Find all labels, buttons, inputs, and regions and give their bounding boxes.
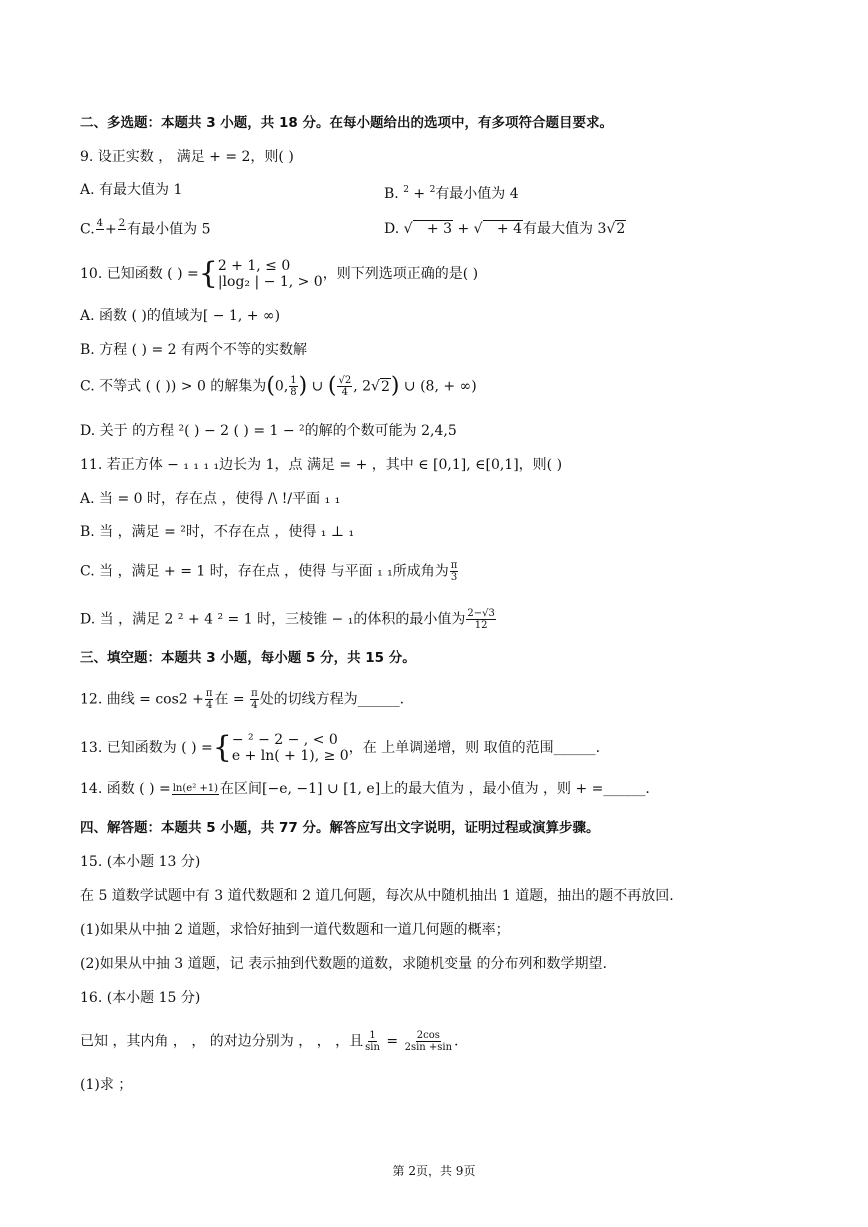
q9-c-text: 有最小值为 5 xyxy=(127,221,211,238)
q10-option-d: D. 关于 的方程 ²( ) − 2 ( ) = 1 − ²的解的个数可能为 2,4,5 xyxy=(80,423,457,439)
q12-mid: 在 = xyxy=(214,691,245,708)
q16-pre: 已知 ，其内角 ， ， 的对边分别为 ， ， ，且 xyxy=(80,1033,364,1050)
q10-option-a: A. 函数 ( )的值域为[ − 1, + ∞) xyxy=(80,308,281,324)
q11-c-pre: C. 当 ，满足 + = 1 时，存在点 ，使得 与平面 ₁ ₁所成角为 xyxy=(80,563,449,580)
q10-stem: 10. 已知函数 ( ) ={ 2 + 1, ≤ 0 |log₂ | − 1, > 0 ，则下列选项正确的是( ) xyxy=(80,256,479,291)
q11-d-pre: D. 当 ，满足 2 ² + 4 ² = 1 时，三棱锥 − ₁的体积的最小值为 xyxy=(80,611,466,628)
q10-post: ，则下列选项正确的是( ) xyxy=(322,266,479,282)
section-4-title: 四、解答题：本题共 5 小题，共 77 分。解答应写出文字说明，证明过程或演算步骤。 xyxy=(80,820,600,836)
q12-pre: 12. 曲线 = cos2 + xyxy=(80,691,204,708)
q14 xyxy=(80,780,650,798)
q11-option-c xyxy=(80,560,459,583)
q15-part2: (2)如果从中抽 3 道题，记 表示抽到代数题的道数，求随机变量 的分布列和数学期望. xyxy=(80,956,607,972)
q9-b-label: B. xyxy=(384,186,399,202)
q9-option-a: A. 有最大值为 1 xyxy=(80,182,183,198)
q11-c-pi: π xyxy=(450,560,458,571)
q15-part1: (1)如果从中抽 2 道题，求恰好抽到一道代数题和一道几何题的概率； xyxy=(80,922,510,938)
q10-c-pre: C. 不等式 ( ( )) > 0 的解集为 xyxy=(80,378,267,395)
q14-num: ln(e² +1) xyxy=(172,783,219,794)
q16-head: 16. (本小题 15 分) xyxy=(80,990,201,1006)
q11-c-three: 3 xyxy=(450,572,458,583)
q9-option-b: B. $^2$ + $^2$有最小值为 4 xyxy=(384,185,519,202)
q11-stem: 11. 若正方体 − ₁ ₁ ₁ ₁边长为 1，点 满足 = + ，其中 ∈ [0,1], ∈[0,1]，则( ) xyxy=(80,457,563,473)
q12-post: 处的切线方程为______. xyxy=(259,691,405,708)
q10-pre: 10. 已知函数 ( ) = xyxy=(80,266,199,282)
q9-stem: 9. 设正实数 ， 满足 + = 2，则( ) xyxy=(80,149,294,165)
q11-option-d xyxy=(80,608,497,631)
q9-d-text: 有最大值为 3 xyxy=(523,221,607,237)
q11-d-num: 2−√3 xyxy=(467,608,495,619)
q12: 12. 曲线 = cos2 + $\frac{\pi}{4}$ 在 = $\frac{\pi}{4}$ 处的切线方程为______. xyxy=(80,688,405,711)
q16-part1: (1)求 ； xyxy=(80,1077,133,1093)
section-2-title: 二、多选题：本题共 3 小题，共 18 分。在每小题给出的选项中，有多项符合题目要求。 xyxy=(80,115,613,131)
q15-head: 15. (本小题 13 分) xyxy=(80,854,201,870)
q10-case2: |log₂ | − 1, > 0 xyxy=(217,274,323,290)
q10-option-c: C. 不等式 ( ( )) > 0 的解集为(0, $\frac{1}{8}$ ) ∪ ( $\frac{√2}{4}$ , 2√2) ∪ (8, + ∞) xyxy=(80,373,477,399)
q9-b-text: 有最小值为 4 xyxy=(435,186,519,202)
q10-case1: 2 + 1, ≤ 0 xyxy=(217,258,291,274)
q9-option-d: D. √ + 3 + √ + 4有最大值为 3√2 xyxy=(384,221,626,237)
q11-option-b: B. 当 ，满足 = ²时，不存在点 ，使得 ₁ ⊥ ₁ xyxy=(80,524,355,540)
q10-option-b: B. 方程 ( ) = 2 有两个不等的实数解 xyxy=(80,342,308,358)
q9-d-sqrt: 2 xyxy=(616,221,626,237)
q9-c-label: C. xyxy=(80,221,95,238)
q13-case1: − ² − 2 − , < 0 xyxy=(231,732,338,748)
q13-pre: 13. 已知函数为 ( ) = xyxy=(80,740,213,756)
q14-pre: 14. 函数 ( ) = xyxy=(80,781,171,797)
q11-option-a: A. 当 = 0 时，存在点 ，使得 /\ !/平面 ₁ ₁ xyxy=(80,491,341,507)
page-footer: 第 2页，共 9页 xyxy=(392,1164,476,1178)
q16-body: 已知 ，其内角 ， ， 的对边分别为 ， ， ，且 $\frac{1}{\sin}$ = $\frac{2\cos}{2\sin +\sin}$ . xyxy=(80,1030,459,1053)
section-3-title: 三、填空题：本题共 3 小题，每小题 5 分，共 15 分。 xyxy=(80,650,416,666)
q11-d-den: 12 xyxy=(474,620,488,631)
q15-body: 在 5 道数学试题中有 3 道代数题和 2 道几何题，每次从中随机抽出 1 道题，抽出的题不再放回. xyxy=(80,888,674,904)
q9-option-c: C. 4 + 2 有最小值为 5 xyxy=(80,218,211,238)
q14-post: 在区间[−e, −1] ∪ [1, e]上的最大值为 ，最小值为 ，则 + =______. xyxy=(220,781,650,797)
q13: 13. 已知函数为 ( ) ={ − ² − 2 − , < 0 e + ln( + 1), ≥ 0 ，在 上单调递增，则 取值的范围______. xyxy=(80,730,601,765)
q9-d-label: D. xyxy=(384,221,400,237)
q10-c-mid: ∪ (8, + ∞) xyxy=(403,378,477,395)
q13-case2: e + ln( + 1), ≥ 0 xyxy=(231,748,349,764)
q13-post: ，在 上单调递增，则 取值的范围______. xyxy=(348,740,601,756)
